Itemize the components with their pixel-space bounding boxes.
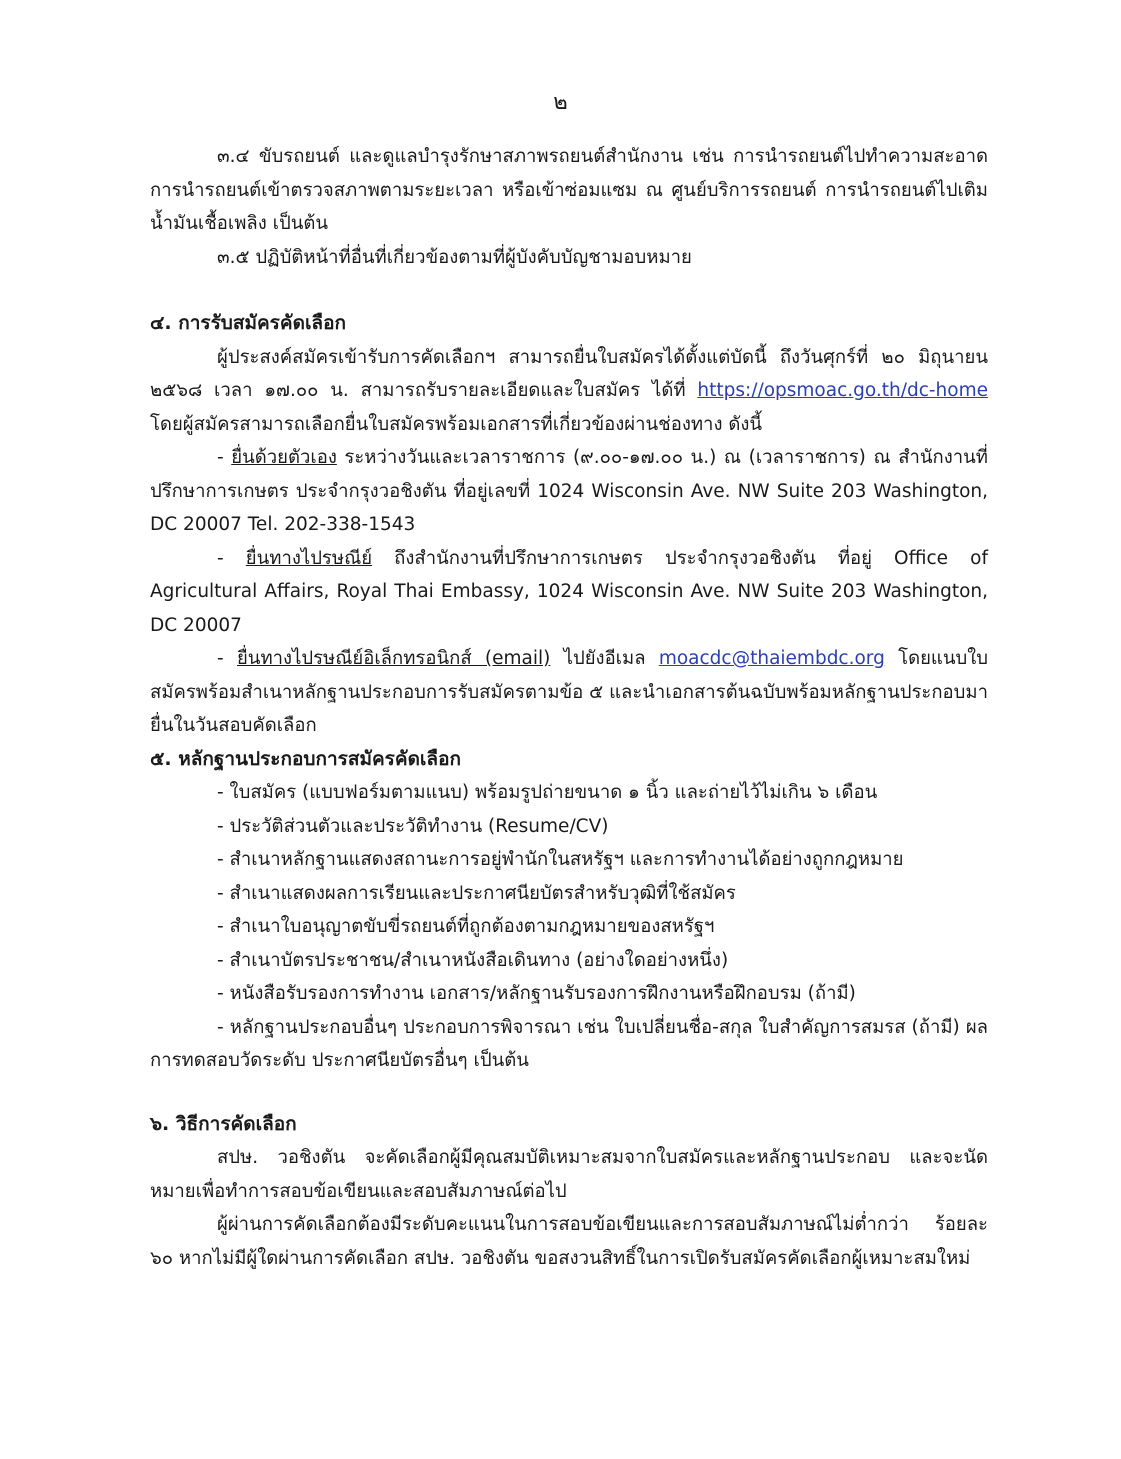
section-6-heading: ๖. วิธีการคัดเลือก bbox=[150, 1112, 297, 1135]
email-address-link[interactable]: moacdc@thaiembdc.org bbox=[658, 648, 885, 669]
submit-in-person: - ยื่นด้วยตัวเอง ระหว่างวันและเวลาราชการ (๙.๐๐-๑๗.๐๐ น.) ณ (เวลาราชการ) ณ สำนักงานที่ปรึกษาการเกษตร ประจำกรุงวอชิงตัน ที่อยู่เลขที่ 1024 Wisconsin Ave. NW Suite 203 Washington, DC 20007 Tel. 202-338-1543 bbox=[150, 447, 988, 535]
doc-item: - หนังสือรับรองการทำงาน เอกสาร/หลักฐานรับรองการฝึกงานหรือฝึกอบรม (ถ้ามี) bbox=[217, 983, 856, 1004]
section-6-paragraph-2: ผู้ผ่านการคัดเลือกต้องมีระดับคะแนนในการสอบข้อเขียนและการสอบสัมภาษณ์ไม่ต่ำกว่า ร้อยละ ๖๐ หากไม่มีผู้ใดผ่านการคัดเลือก สปษ. วอชิงตัน ขอสงวนสิทธิ์ในการเปิดรับสมัครคัดเลือกผู้เหมาะสมใหม่ bbox=[150, 1214, 988, 1269]
email-label: ยื่นทางไปรษณีย์อิเล็กทรอนิกส์ (email) bbox=[236, 648, 551, 669]
intro-text-before: ผู้ประสงค์สมัครเข้ารับการคัดเลือกฯ สามารถยื่นใบสมัครได้ตั้งแต่บัดนี้ ถึงวันศุกร์ที่ ๒๐ มิถุนายน ๒๕๖๘ เวลา ๑๗.๐๐ น. สามารถรับรายละเอียดและใบสมัคร ได้ที่ bbox=[150, 346, 988, 401]
opsmoac-link[interactable]: https://opsmoac.go.th/dc-home bbox=[697, 380, 988, 401]
in-person-label: ยื่นด้วยตัวเอง bbox=[231, 447, 337, 468]
submit-by-email: - ยื่นทางไปรษณีย์อิเล็กทรอนิกส์ (email) ไปยังอีเมล moacdc@thaiembdc.org โดยแนบใบสมัครพร้อมสำเนาหลักฐานประกอบการรับสมัครตามข้อ ๕ และนำเอกสารต้นฉบับพร้อมหลักฐานประกอบมายื่นในวันสอบคัดเลือก bbox=[150, 648, 989, 736]
submit-by-mail: - ยื่นทางไปรษณีย์ ถึงสำนักงานที่ปรึกษาการเกษตร ประจำกรุงวอชิงตัน ที่อยู่ Office of Agricultural Affairs, Royal Thai Embassy, 1024 Wisconsin Ave. NW Suite 203 Washington, DC 20007 bbox=[150, 547, 988, 636]
section-4-heading: ๔. การรับสมัครคัดเลือก bbox=[150, 312, 346, 334]
in-person-text: ระหว่างวันและเวลาราชการ (๙.๐๐-๑๗.๐๐ น.) ณ (เวลาราชการ) ณ สำนักงานที่ปรึกษาการเกษตร ประจำกรุงวอชิงตัน ที่อยู่เลขที่ 1024 Wisconsin Ave. NW Suite 203 Washington, DC 20007 Tel. 202-338-1543 bbox=[150, 447, 988, 535]
item-3-4: ๓.๔ ขับรถยนต์ และดูแลบำรุงรักษาสภาพรถยนต์สำนักงาน เช่น การนำรถยนต์ไปทำความสะอาด การนำรถยนต์เข้าตรวจสภาพตามระยะเวลา หรือเข้าซ่อมแซม ณ ศูนย์บริการรถยนต์ การนำรถยนต์ไปเติมน้ำมันเชื้อเพลิง เป็นต้น bbox=[150, 146, 988, 234]
doc-item: - ใบสมัคร (แบบฟอร์มตามแนบ) พร้อมรูปถ่ายขนาด ๑ นิ้ว และถ่ายไว้ไม่เกิน ๖ เดือน bbox=[217, 782, 878, 803]
document-body bbox=[150, 140, 988, 1275]
doc-item-other: - หลักฐานประกอบอื่นๆ ประกอบการพิจารณา เช่น ใบเปลี่ยนชื่อ-สกุล ใบสำคัญการสมรส (ถ้ามี) ผลการทดสอบวัดระดับ ประกาศนียบัตรอื่นๆ เป็นต้น bbox=[150, 1016, 988, 1071]
doc-item: - สำเนาบัตรประชาชน/สำเนาหนังสือเดินทาง (อย่างใดอย่างหนึ่ง) bbox=[217, 949, 729, 971]
section-6-paragraph-1: สปษ. วอชิงตัน จะคัดเลือกผู้มีคุณสมบัติเหมาะสมจากใบสมัครและหลักฐานประกอบ และจะนัดหมายเพื่อทำการสอบข้อเขียนและสอบสัมภาษณ์ต่อไป bbox=[150, 1147, 988, 1202]
intro-text-after: โดยผู้สมัครสามารถเลือกยื่นใบสมัครพร้อมเอกสารที่เกี่ยวข้องผ่านช่องทาง ดังนี้ bbox=[150, 413, 763, 435]
doc-item: - สำเนาหลักฐานแสดงสถานะการอยู่พำนักในสหรัฐฯ และการทำงานได้อย่างถูกกฎหมาย bbox=[217, 849, 904, 870]
section-5-heading: ๕. หลักฐานประกอบการสมัครคัดเลือก bbox=[150, 747, 461, 770]
item-3-5: ๓.๕ ปฏิบัติหน้าที่อื่นที่เกี่ยวข้องตามที่ผู้บังคับบัญชามอบหมาย bbox=[217, 246, 692, 268]
email-text-after: โดยแนบใบสมัครพร้อมสำเนาหลักฐานประกอบการรับสมัครตามข้อ ๕ และนำเอกสารต้นฉบับพร้อมหลักฐานประกอบมายื่นในวันสอบคัดเลือก bbox=[150, 648, 989, 736]
mail-label: ยื่นทางไปรษณีย์ bbox=[245, 547, 373, 569]
section-4-intro bbox=[150, 341, 988, 442]
page-number: ๒ bbox=[553, 90, 568, 115]
doc-item: - สำเนาแสดงผลการเรียนและประกาศนียบัตรสำหรับวุฒิที่ใช้สมัคร bbox=[217, 882, 736, 904]
doc-item: - สำเนาใบอนุญาตขับขี่รถยนต์ที่ถูกต้องตามกฎหมายของสหรัฐฯ bbox=[217, 916, 715, 937]
mail-text: ถึงสำนักงานที่ปรึกษาการเกษตร ประจำกรุงวอชิงตัน ที่อยู่ Office of Agricultural Affairs, Royal Thai Embassy, 1024 Wisconsin Ave. NW Suite 203 Washington, DC 20007 bbox=[150, 547, 988, 636]
doc-item: - ประวัติส่วนตัวและประวัติทำงาน (Resume/CV) bbox=[217, 815, 609, 837]
email-text-before: ไปยังอีเมล bbox=[550, 648, 659, 669]
